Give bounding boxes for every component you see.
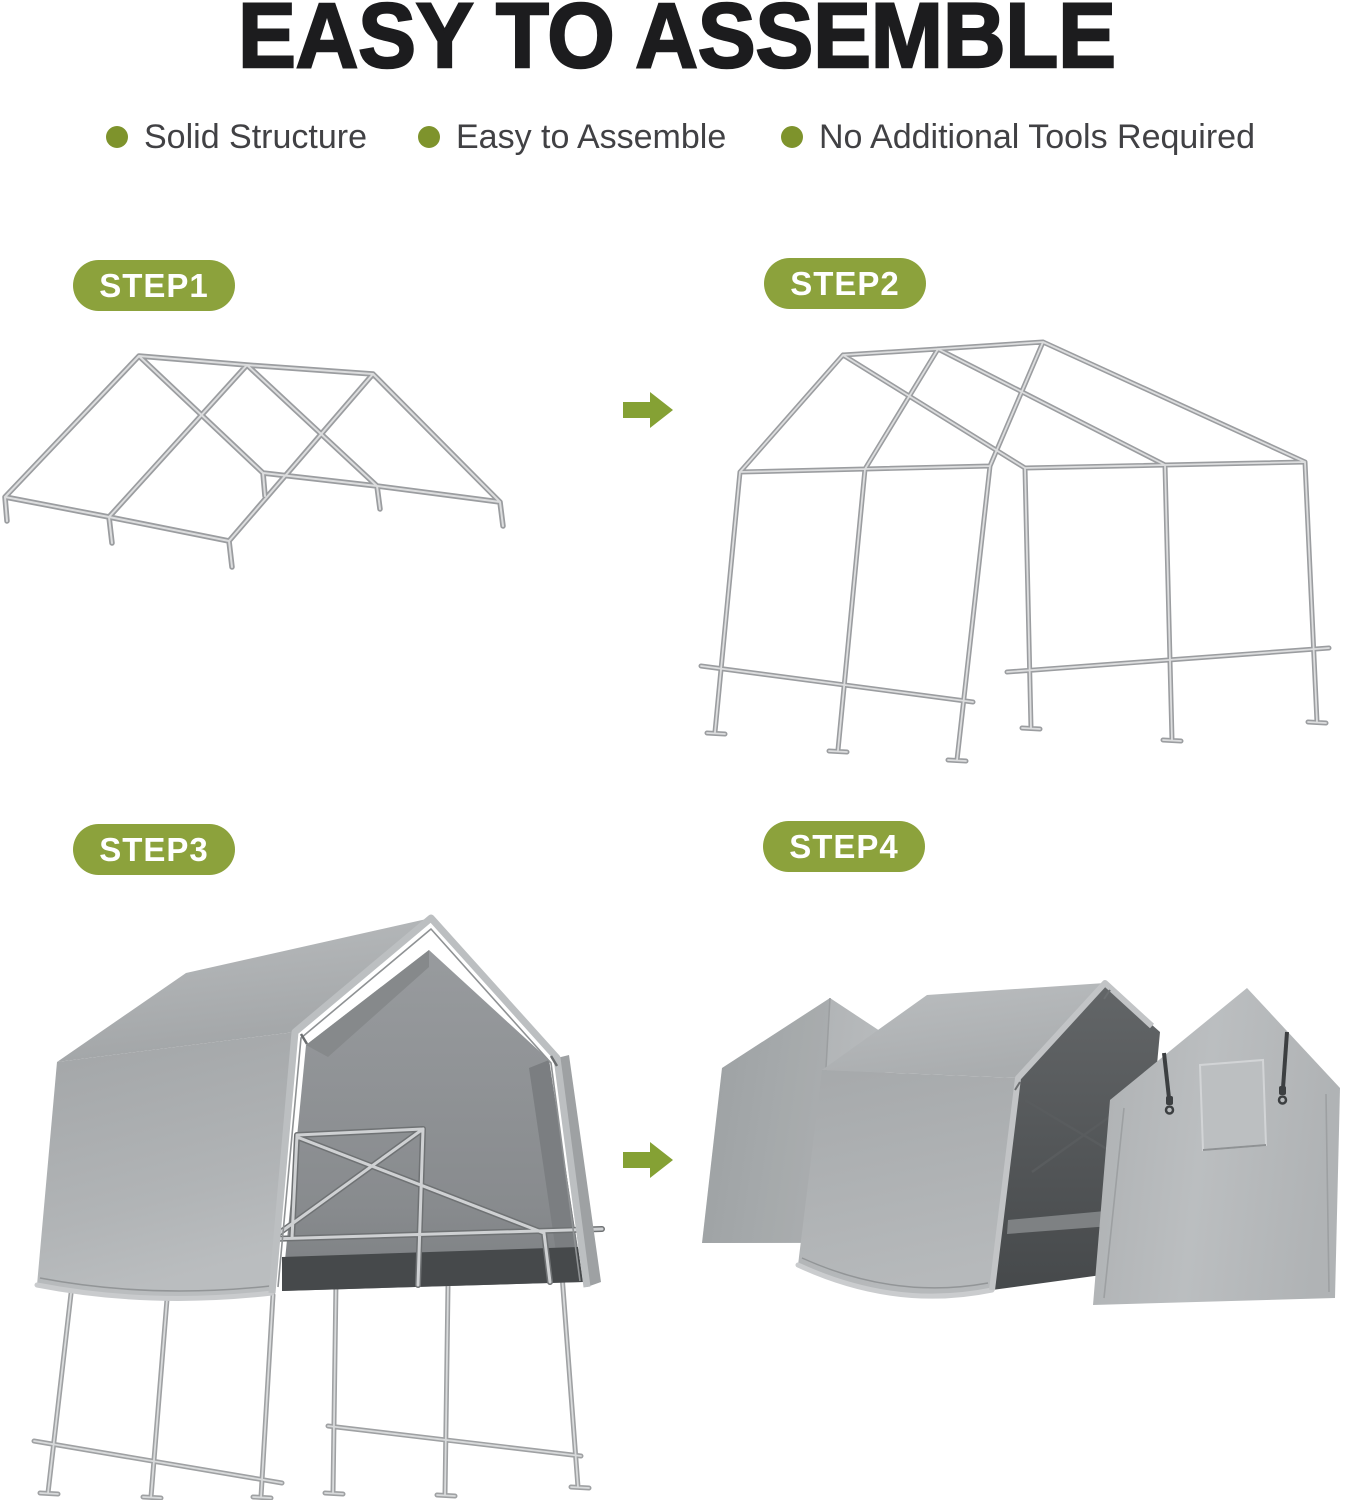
bullet-dot-icon bbox=[106, 126, 128, 148]
illustration-step4-shed-panels bbox=[690, 980, 1354, 1350]
step2-badge: STEP2 bbox=[764, 258, 926, 309]
step3-badge: STEP3 bbox=[73, 824, 235, 875]
illustration-step2-full-frame bbox=[695, 330, 1354, 765]
illustration-step1-roof-frame bbox=[0, 335, 560, 575]
arrow-right-icon bbox=[623, 392, 673, 428]
step1-badge: STEP1 bbox=[73, 260, 235, 311]
bullet-dot-icon bbox=[418, 126, 440, 148]
feature-solid-structure bbox=[106, 114, 367, 160]
feature-easy-to-assemble bbox=[418, 114, 726, 160]
feature-label: Solid Structure bbox=[144, 117, 367, 156]
page-title: EASY TO ASSEMBLE bbox=[238, 0, 1116, 87]
step4-badge: STEP4 bbox=[763, 821, 925, 872]
illustration-step3-canopy-cover bbox=[20, 905, 640, 1500]
feature-no-tools-required bbox=[781, 114, 1255, 160]
feature-label: No Additional Tools Required bbox=[819, 117, 1255, 156]
feature-label: Easy to Assemble bbox=[456, 117, 727, 156]
bullet-dot-icon bbox=[781, 126, 803, 148]
